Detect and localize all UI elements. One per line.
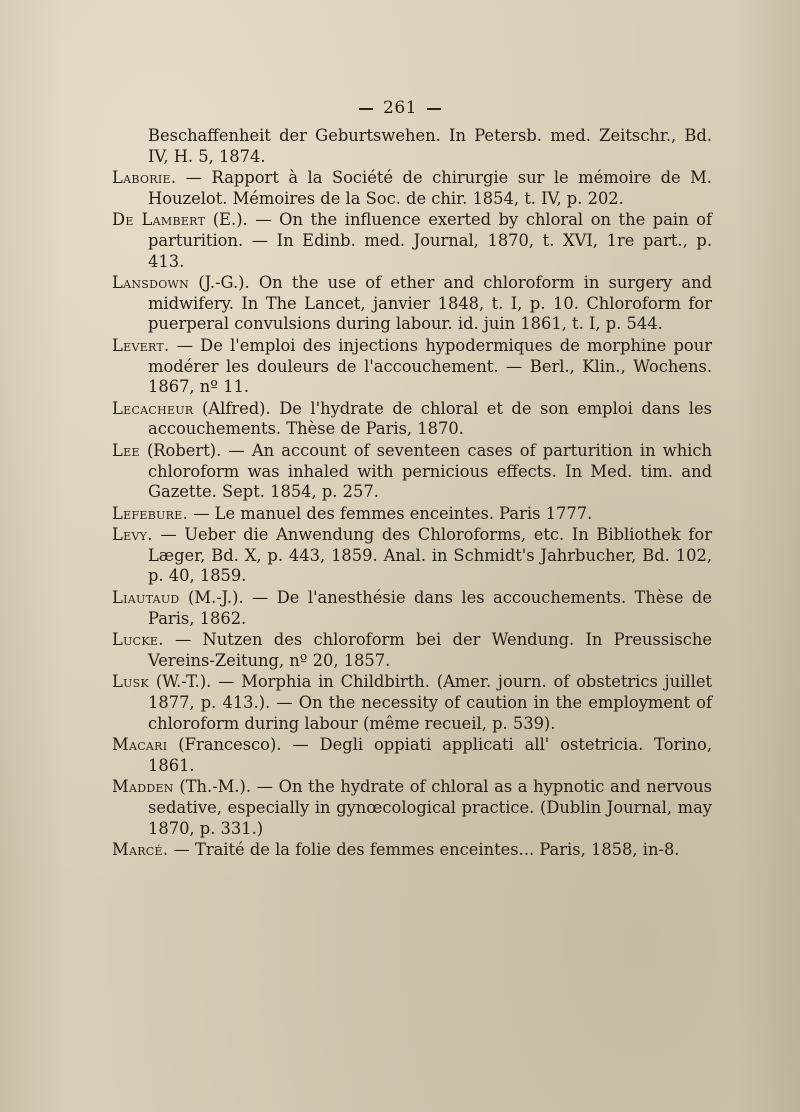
- bibliography-entry: [112, 168, 712, 209]
- entry-text: — Traité de la folie des femmes enceintes... Paris, 1858, in-8.: [168, 840, 680, 860]
- bibliography-entry: [112, 399, 712, 440]
- running-head: [0, 98, 800, 118]
- entry-author: Macari: [112, 735, 168, 755]
- bibliography-entry: [112, 273, 712, 335]
- bibliography-entry: [112, 672, 712, 734]
- entry-text: (Alfred). De l'hydrate de chloral et de son emploi dans les accouchements. Thèse de Paris, 1870.: [148, 398, 712, 439]
- bibliography-list: [112, 126, 712, 861]
- entry-author: Lecacheur: [112, 398, 194, 418]
- entry-text: (Robert). — An account of seventeen cases of parturition in which chloroform was inhaled with pernicious effects. In Med. tim. and Gazette. Sept. 1854, p. 257.: [139, 440, 712, 502]
- bibliography-entry: [112, 735, 712, 776]
- bibliography-entry: [112, 777, 712, 839]
- entry-text: (J.-G.). On the use of ether and chloroform in surgery and midwifery. In The Lancet, janvier 1848, t. I, p. 10. Chloroform for puerperal convulsions during labour. id. juin 1861, t. I, p. 544.: [148, 273, 712, 334]
- entry-author: De Lambert: [112, 210, 206, 230]
- entry-author: Lucke.: [112, 630, 164, 650]
- bibliography-entry: [112, 840, 712, 861]
- entry-text: — Nutzen des chloroform bei der Wendung. In Preussische Vereins-Zeitung, nº 20, 1857.: [148, 630, 712, 670]
- entry-text: (E.). — On the influence exerted by chloral on the pain of parturition. — In Edinb. med. Journal, 1870, t. XVI, 1re part., p. 413.: [148, 210, 712, 271]
- entry-author: Madden: [112, 777, 174, 797]
- entry-author: Levert.: [112, 335, 170, 355]
- entry-author: Lusk: [112, 672, 150, 692]
- entry-author: Lansdown: [112, 273, 190, 293]
- page-number: 261: [383, 98, 417, 118]
- entry-author: Lee: [112, 440, 140, 460]
- entry-text: (Th.-M.). — On the hydrate of chloral as a hypnotic and nervous sedative, especially in gynœcological practice. (Dublin Journal, may 1870, p. 331.): [148, 777, 712, 838]
- entry-text: (M.-J.). — De l'anesthésie dans les accouchements. Thèse de Paris, 1862.: [148, 588, 712, 628]
- entry-author: Laborie.: [112, 168, 177, 188]
- ornament-dash-left: [359, 108, 373, 110]
- bibliography-entry: [112, 336, 712, 398]
- entry-text: — De l'emploi des injections hypodermiques de morphine pour modérer les douleurs de l'accouchement. — Berl., Klin., Wochens. 1867, nº 11.: [148, 335, 712, 397]
- entry-author: Lefebure.: [112, 503, 189, 523]
- bibliography-entry: [112, 525, 712, 587]
- bibliography-entry: [112, 630, 712, 671]
- entry-text: Beschaffenheit der Geburtswehen. In Petersb. med. Zeitschr., Bd. IV, H. 5, 1874.: [148, 126, 712, 166]
- entry-text: — Le manuel des femmes enceintes. Paris 1777.: [188, 503, 593, 523]
- entry-author: Liautaud: [112, 588, 180, 608]
- ornament-dash-right: [427, 108, 441, 110]
- entry-author: Levy.: [112, 525, 153, 545]
- bibliography-entry: [112, 504, 712, 525]
- bibliography-entry: [112, 126, 712, 167]
- bibliography-entry: [112, 210, 712, 272]
- entry-text: (Francesco). — Degli oppiati applicati all' ostetricia. Torino, 1861.: [148, 735, 712, 775]
- entry-text: — Ueber die Anwendung des Chloroforms, etc. In Bibliothek for Læger, Bd. X, p. 443, 1859. Anal. in Schmidt's Jahrbucher, Bd. 102, p. 40, 1859.: [148, 525, 712, 586]
- entry-author: Marcé.: [112, 840, 169, 860]
- bibliography-entry: [112, 441, 712, 503]
- bibliography-entry: [112, 588, 712, 629]
- entry-text: (W.-T.). — Morphia in Childbirth. (Amer. journ. of obstetrics juillet 1877, p. 413.). — On the necessity of caution in the employment of chloroform during labour (même recueil, p. 539).: [148, 672, 712, 733]
- entry-text: — Rapport à la Société de chirurgie sur le mémoire de M. Houzelot. Mémoires de la Soc. de chir. 1854, t. IV, p. 202.: [148, 168, 712, 208]
